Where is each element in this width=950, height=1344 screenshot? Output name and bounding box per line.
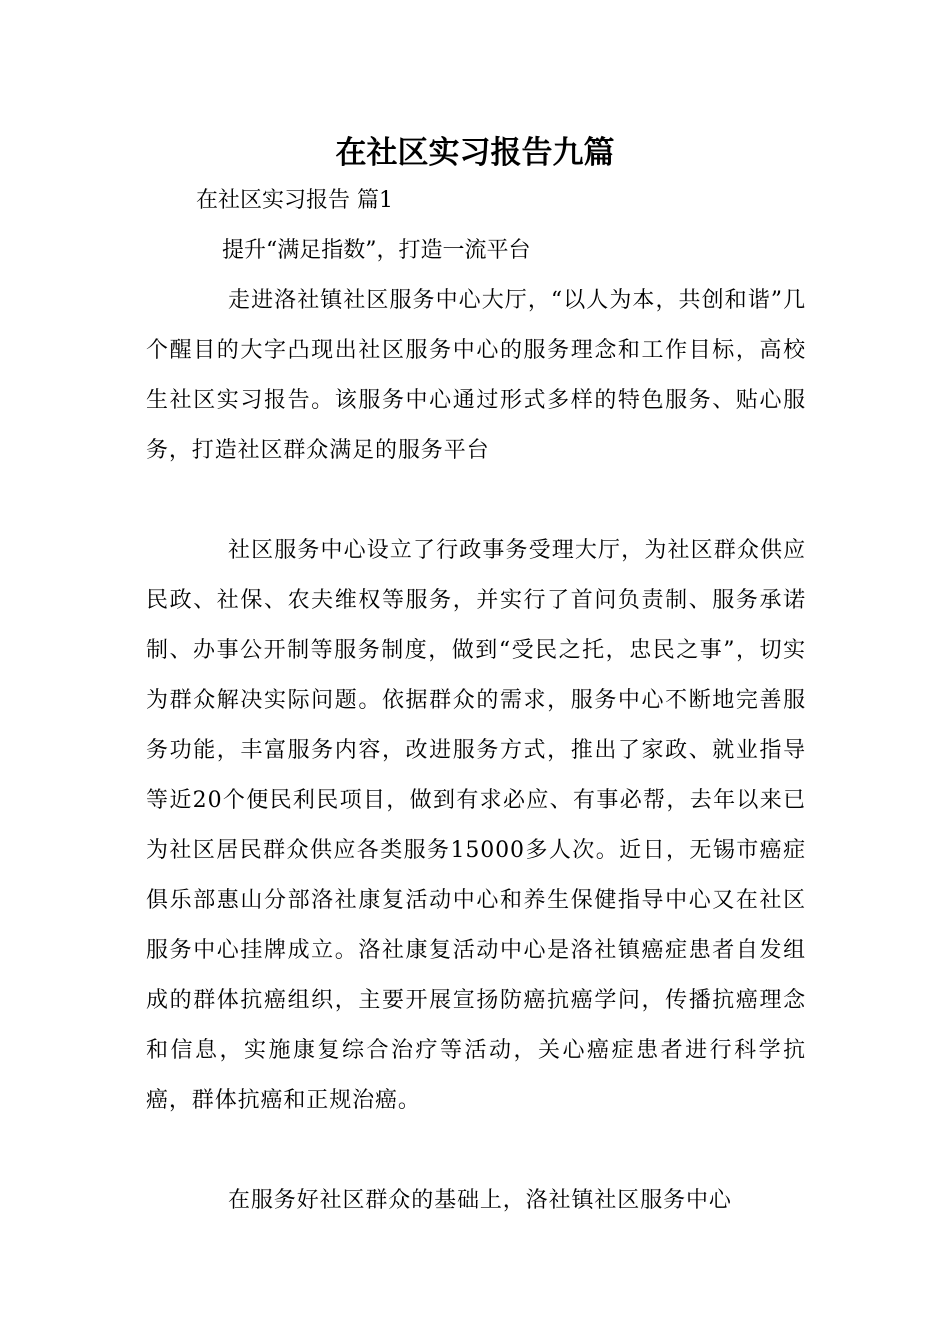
paragraph-2: 社区服务中心设立了行政事务受理大厅，为社区群众供应民政、社保、农夫维权等服务，并实行了首问负责制、服务承诺制、办事公开制等服务制度，做到“受民之托，忠民之事”，切实为群众解决实际问题。依据群众的需求，服务中心不断地完善服务功能，丰富服务内容，改进服务方式，推出了家政、就业指导等近20个便民利民项目，做到有求必应、有事必帮，去年以来已为社区居民群众供应各类服务15000多人次。近日，无锡市癌症俱乐部惠山分部洛社康复活动中心和养生保健指导中心又在社区服务中心挂牌成立。洛社康复活动中心是洛社镇癌症患者自发组成的群体抗癌组织，主要开展宣扬防癌抗癌学问，传播抗癌理念和信息，实施康复综合治疗等活动，关心癌症患者进行科学抗癌，群体抗癌和正规治癌。	[146, 538, 806, 1113]
document-title: 在社区实习报告九篇	[335, 135, 615, 171]
section-subtitle: 提升“满足指数”，打造一流平台	[222, 238, 531, 263]
paragraph-1: 走进洛社镇社区服务中心大厅，“以人为本，共创和谐”几个醒目的大字凸现出社区服务中心的服务理念和工作目标，高校生社区实习报告。该服务中心通过形式多样的特色服务、贴心服务，打造社区群众满足的服务平台	[146, 288, 806, 463]
section-heading: 在社区实习报告 篇1	[196, 188, 393, 213]
paragraph-3: 在服务好社区群众的基础上，洛社镇社区服务中心	[228, 1188, 732, 1213]
